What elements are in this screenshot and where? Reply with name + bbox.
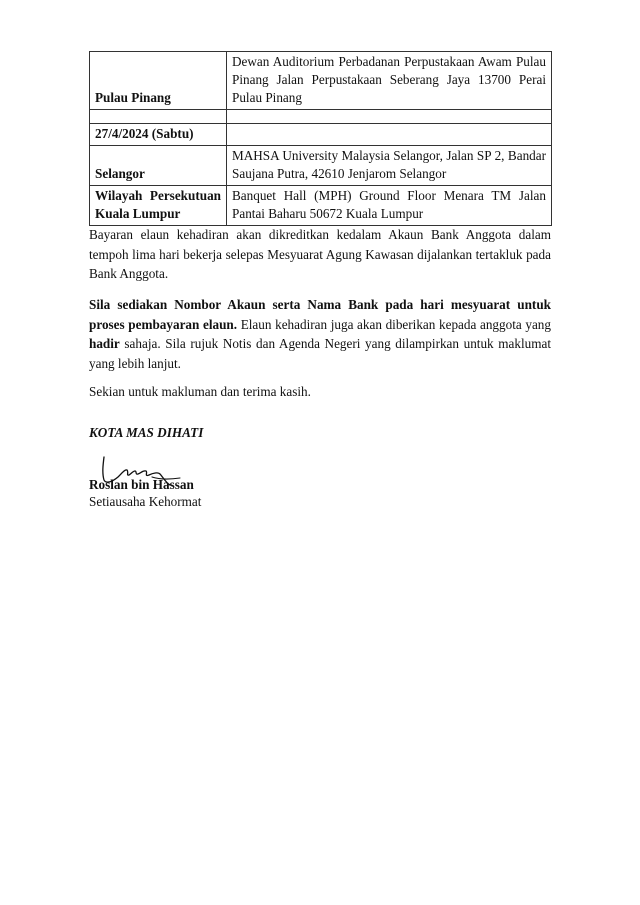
state-cell xyxy=(90,186,227,226)
address-cell: Banquet Hall (MPH) Ground Floor Menara TM Jalan Pantai Baharu 50672 Kuala Lumpur xyxy=(227,186,552,226)
state-label-line2: Kuala Lumpur xyxy=(95,206,181,221)
state-cell: Pulau Pinang xyxy=(90,52,227,110)
instruction-bold-lead: Sila sediakan Nombor Akaun serta Nama Bank pada hari mesyuarat untuk proses pembayaran elaun. xyxy=(89,297,551,332)
address-cell: Dewan Auditorium Perbadanan Perpustakaan Awam Pulau Pinang Jalan Perpustakaan Seberang Jaya 13700 Perai Pulau Pinang xyxy=(227,52,552,110)
state-cell: Selangor xyxy=(90,146,227,186)
state-label-line1: Wilayah Persekutuan xyxy=(95,188,221,203)
venue-table xyxy=(89,51,552,226)
table-row-empty xyxy=(90,110,552,124)
date-cell: 27/4/2024 (Sabtu) xyxy=(90,124,227,146)
address-cell: MAHSA University Malaysia Selangor, Jalan SP 2, Bandar Saujana Putra, 42610 Jenjarom Selangor xyxy=(227,146,552,186)
payment-paragraph: Bayaran elaun kehadiran akan dikreditkan kedalam Akaun Bank Anggota dalam tempoh lima hari bekerja selepas Mesyuarat Agung Kawasan dijalankan tertakluk pada Bank Anggota. xyxy=(89,227,551,281)
table-row xyxy=(90,52,552,110)
empty-cell xyxy=(90,110,227,124)
table-row xyxy=(90,124,552,146)
instruction-text-mid: Elaun kehadiran juga akan diberikan kepada anggota yang xyxy=(237,316,551,332)
empty-cell xyxy=(227,110,552,124)
motto: KOTA MAS DIHATI xyxy=(89,425,204,440)
instruction-paragraph xyxy=(89,295,551,373)
instruction-text-end: sahaja. Sila rujuk Notis dan Agenda Negeri yang dilampirkan untuk maklumat yang lebih lanjut. xyxy=(89,336,551,371)
instruction-bold-word: hadir xyxy=(89,336,120,351)
signer-title: Setiausaha Kehormat xyxy=(89,494,202,509)
table-row xyxy=(90,186,552,226)
signer-name: Roslan bin Hassan xyxy=(89,477,194,492)
table-row xyxy=(90,146,552,186)
empty-cell xyxy=(227,124,552,146)
closing-paragraph: Sekian untuk makluman dan terima kasih. xyxy=(89,384,311,399)
